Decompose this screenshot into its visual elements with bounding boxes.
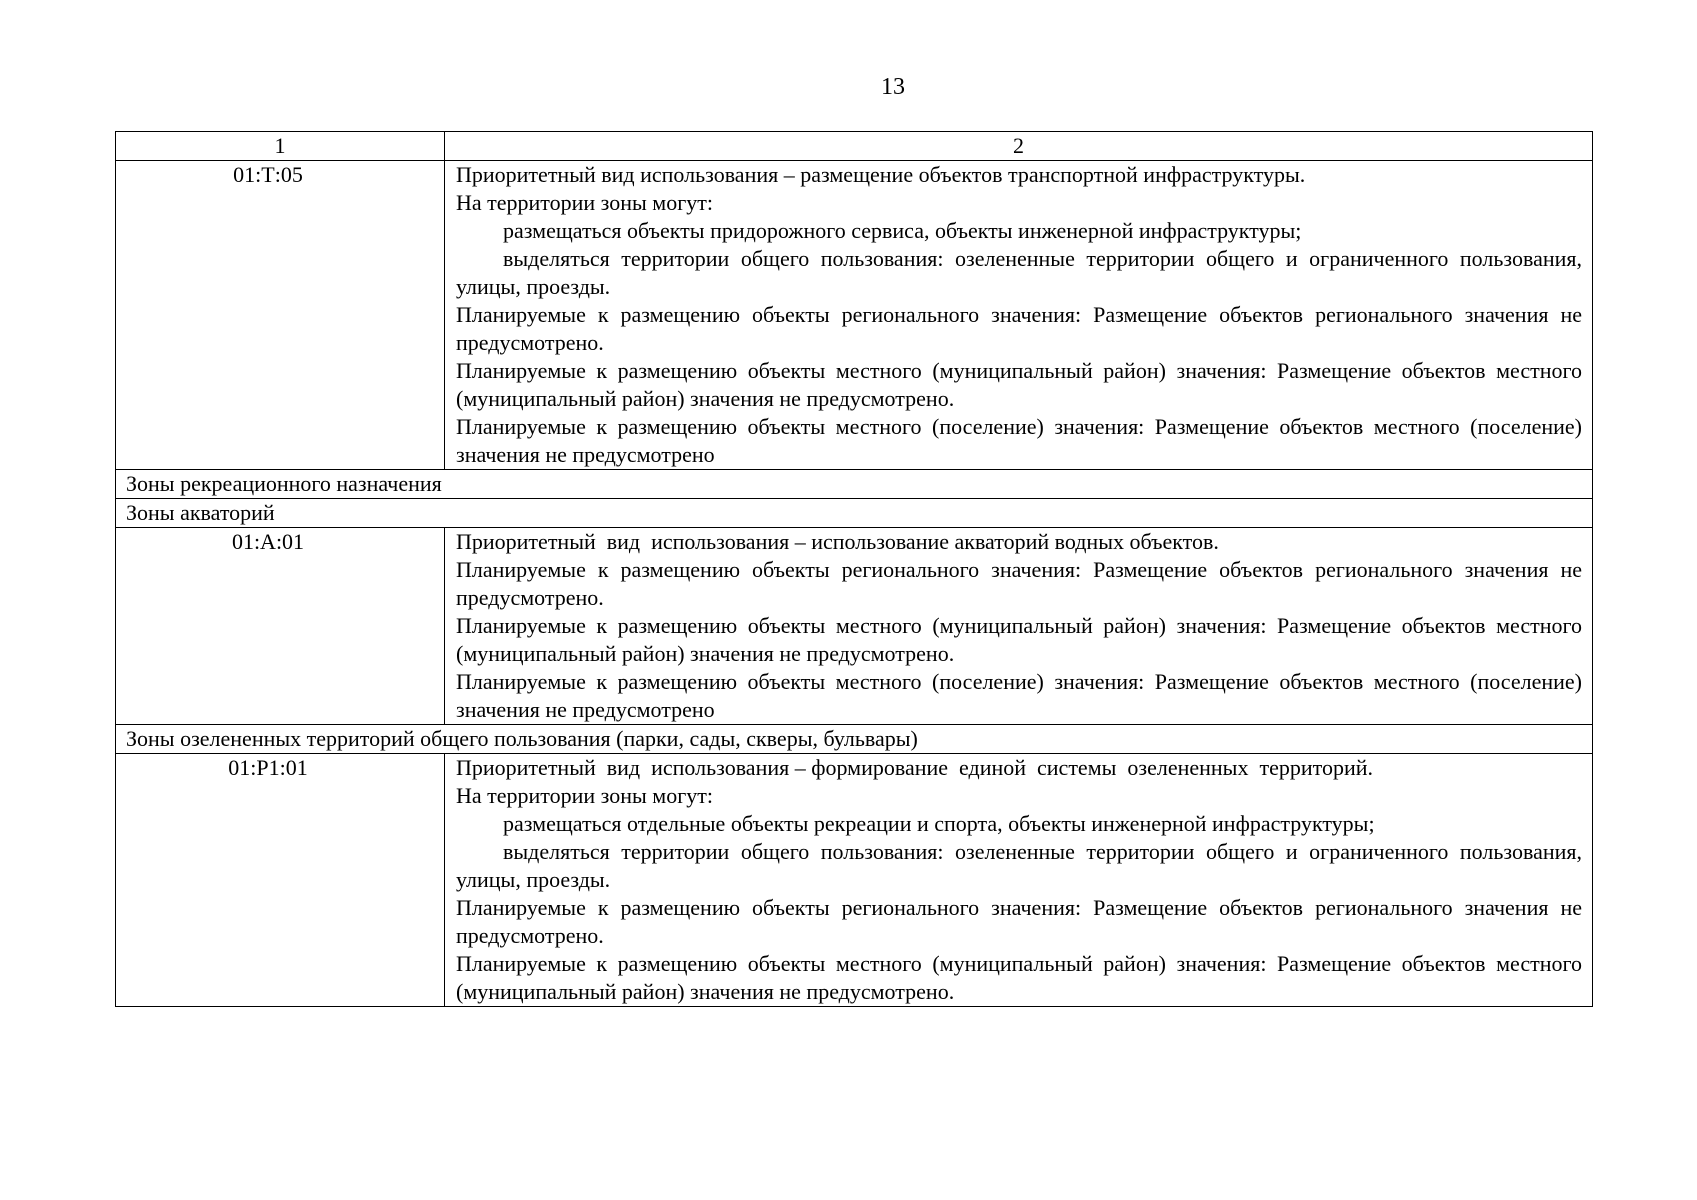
column-header-1: 1 (116, 132, 445, 161)
section-row (116, 470, 1593, 499)
table-row (116, 161, 1593, 470)
zones-table (115, 131, 1593, 1007)
section-row (116, 499, 1593, 528)
page-number: 13 (881, 74, 905, 100)
description-line: Планируемые к размещению объекты местного (муниципальный район) значения: Размещение объектов местного (муниципальный район) значения не предусмотрено. (456, 358, 1582, 411)
description-line: Планируемые к размещению объекты регионального значения: Размещение объектов регионального значения не предусмотрено. (456, 302, 1582, 355)
description-line: Планируемые к размещению объекты регионального значения: Размещение объектов регионального значения не предусмотрено. (456, 557, 1582, 610)
section-row (116, 725, 1593, 754)
description-line: На территории зоны могут: (456, 190, 713, 215)
section-title-recreation: Зоны рекреационного назначения (116, 470, 1593, 499)
description-line: выделяться территории общего пользования: озелененные территории общего и ограниченного пользования, улицы, проезды. (456, 839, 1582, 892)
column-header-2: 2 (445, 132, 1593, 161)
description-line: размещаться отдельные объекты рекреации и спорта, объекты инженерной инфраструктуры; (503, 811, 1375, 836)
description-line: Планируемые к размещению объекты местного (муниципальный район) значения: Размещение объектов местного (муниципальный район) значения не предусмотрено. (456, 613, 1582, 666)
description-line: Приоритетный вид использования – использование акваторий водных объектов. (456, 529, 1219, 554)
description-line: Приоритетный вид использования – формирование единой системы озелененных территорий. (456, 755, 1373, 780)
zone-description-a01 (445, 528, 1593, 725)
description-line: Планируемые к размещению объекты местного (поселение) значения: Размещение объектов местного (поселение) значения не предусмотрено (456, 414, 1582, 467)
zone-code-t05: 01:Т:05 (116, 161, 445, 470)
zone-code-p101: 01:Р1:01 (116, 754, 445, 1007)
zone-description-p101 (445, 754, 1593, 1007)
description-line: Планируемые к размещению объекты регионального значения: Размещение объектов регионального значения не предусмотрено. (456, 895, 1582, 948)
description-line: выделяться территории общего пользования: озелененные территории общего и ограниченного пользования, улицы, проезды. (456, 246, 1582, 299)
table-row (116, 528, 1593, 725)
table-header-row (116, 132, 1593, 161)
section-title-green: Зоны озелененных территорий общего пользования (парки, сады, скверы, бульвары) (116, 725, 1593, 754)
description-line: Планируемые к размещению объекты местного (муниципальный район) значения: Размещение объектов местного (муниципальный район) значения не предусмотрено. (456, 951, 1582, 1004)
description-line: размещаться объекты придорожного сервиса, объекты инженерной инфраструктуры; (503, 218, 1302, 243)
zone-description-t05 (445, 161, 1593, 470)
table-row (116, 754, 1593, 1007)
zone-code-a01: 01:А:01 (116, 528, 445, 725)
section-title-water: Зоны акваторий (116, 499, 1593, 528)
description-line: Приоритетный вид использования – размещение объектов транспортной инфраструктуры. (456, 162, 1306, 187)
description-line: На территории зоны могут: (456, 783, 713, 808)
description-line: Планируемые к размещению объекты местного (поселение) значения: Размещение объектов местного (поселение) значения не предусмотрено (456, 669, 1582, 722)
